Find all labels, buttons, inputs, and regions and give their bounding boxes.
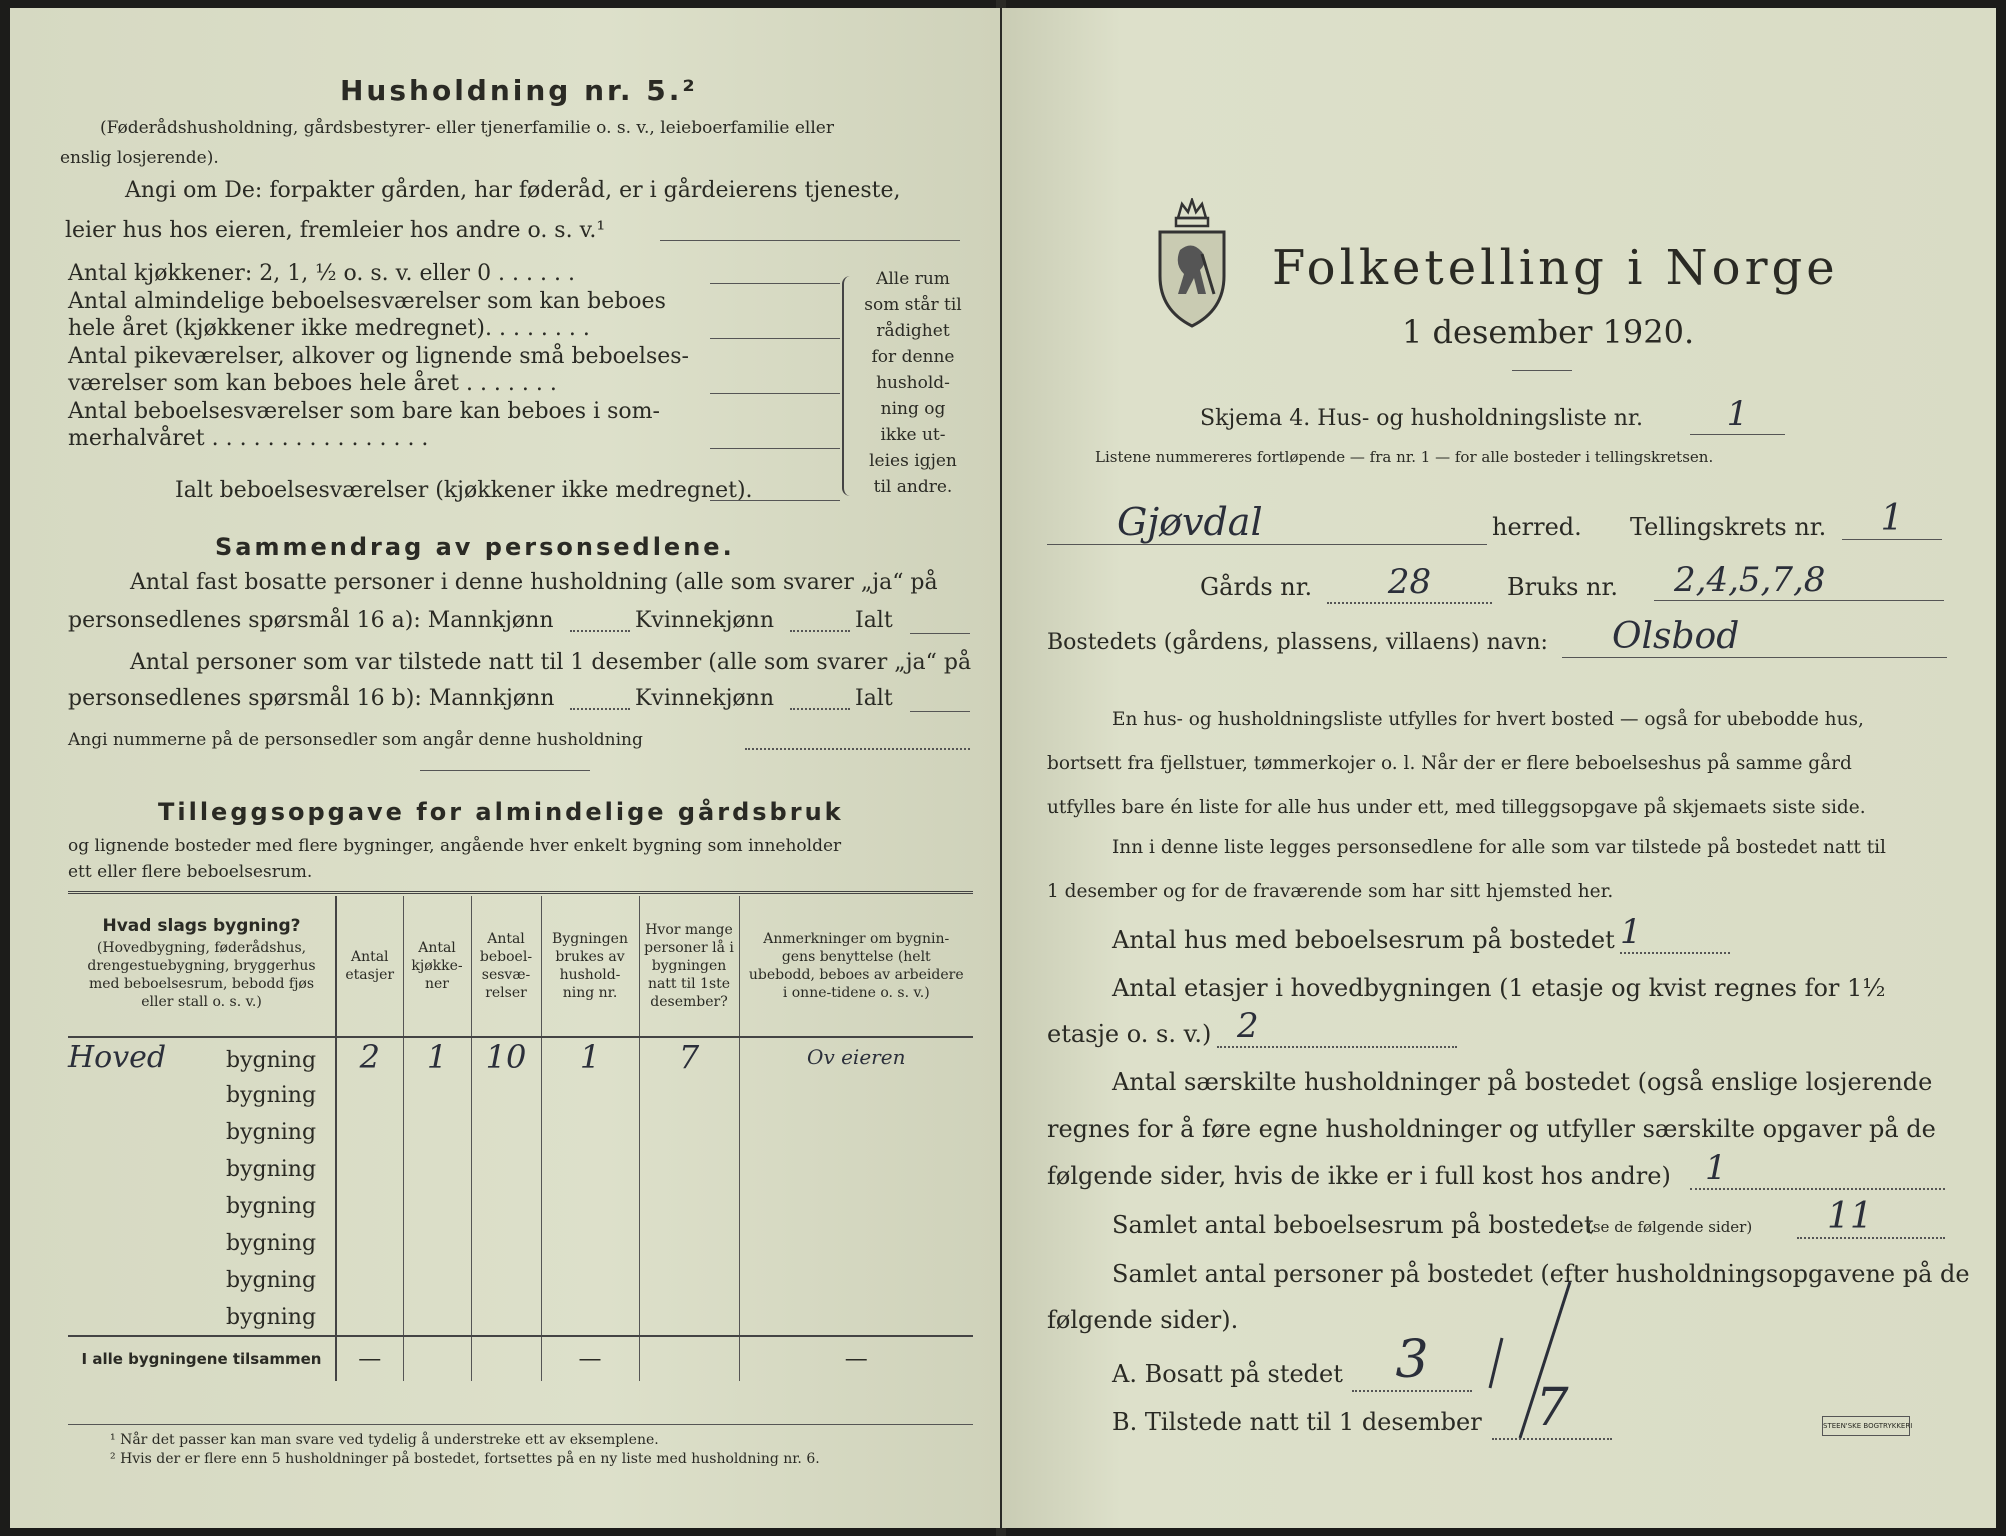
total-persons bbox=[639, 1336, 739, 1381]
total-remarks: — bbox=[739, 1336, 973, 1381]
ask-answer-line[interactable] bbox=[660, 240, 960, 241]
table-header-row bbox=[68, 896, 973, 1037]
col-building-type bbox=[68, 896, 336, 1037]
listing-note: Listene nummereres fortløpende — fra nr. 1 — for alle bosteder i tellingskretsen. bbox=[1095, 448, 1714, 466]
building-type-cell[interactable] bbox=[68, 1187, 336, 1224]
cell-rooms[interactable]: 10 bbox=[471, 1037, 541, 1076]
q-households-2: regnes for å føre egne husholdninger og utfyller særskilte opgaver på de bbox=[1047, 1115, 1936, 1143]
bracket-note-line: Alle rum bbox=[876, 269, 950, 289]
col-rooms-label: Antal beboel-sesvæ-relser bbox=[479, 931, 533, 1001]
cell-kitchens[interactable] bbox=[403, 1298, 471, 1336]
krets-label: Tellingskrets nr. bbox=[1630, 513, 1827, 541]
supplement-title: Tilleggsopgave for almindelige gårdsbruk bbox=[158, 798, 844, 826]
cell-kitchens[interactable] bbox=[403, 1076, 471, 1113]
cell-remarks[interactable]: Ov eieren bbox=[739, 1037, 973, 1076]
cell-household[interactable]: 1 bbox=[541, 1037, 639, 1076]
table-row bbox=[68, 1037, 973, 1076]
building-prefix: Hoved bbox=[68, 1039, 167, 1075]
fast-female-answer[interactable] bbox=[790, 630, 850, 632]
col-rooms bbox=[471, 896, 541, 1037]
col-remarks bbox=[739, 896, 973, 1037]
summer-rooms-answer[interactable] bbox=[710, 448, 840, 449]
cell-rooms[interactable] bbox=[471, 1150, 541, 1187]
building-type-cell[interactable] bbox=[68, 1298, 336, 1336]
cell-household[interactable] bbox=[541, 1113, 639, 1150]
table-top-rule bbox=[68, 891, 973, 894]
table-row bbox=[68, 1261, 973, 1298]
instruction-line: En hus- og husholdningsliste utfylles for hvert bosted — også for ubebodde hus, bbox=[1112, 709, 1864, 730]
krets-value[interactable]: 1 bbox=[1842, 498, 1942, 540]
cell-remarks[interactable] bbox=[739, 1224, 973, 1261]
footnote-1: ¹ Når det passer kan man svare ved tydelig å understreke ett av eksemplene. bbox=[110, 1432, 659, 1448]
bracket-note-line: rådighet bbox=[876, 321, 950, 341]
cell-remarks[interactable] bbox=[739, 1261, 973, 1298]
cell-remarks[interactable] bbox=[739, 1187, 973, 1224]
bracket-note-line: ikke ut- bbox=[880, 425, 946, 445]
q-houses: Antal hus med beboelsesrum på bostedet bbox=[1112, 926, 1615, 954]
printer-stamp: STEEN'SKE BOGTRYKKERI bbox=[1822, 1416, 1910, 1436]
instruction-line: Inn i denne liste legges personsedlene for alle som var tilstede på bostedet natt til bbox=[1112, 837, 1886, 858]
supplement-line-2: ett eller flere beboelsesrum. bbox=[68, 862, 313, 882]
building-label: bygning bbox=[226, 1119, 317, 1145]
q-households-3: følgende sider, hvis de ikke er i full kost hos andre) bbox=[1047, 1162, 1671, 1190]
building-type-cell[interactable] bbox=[68, 1076, 336, 1113]
census-date: 1 desember 1920. bbox=[1402, 313, 1695, 351]
table-row bbox=[68, 1150, 973, 1187]
divider bbox=[420, 770, 590, 771]
present-total-answer[interactable] bbox=[910, 711, 970, 712]
rooms-line: Antal pikeværelser, alkover og lignende små beboelses- bbox=[68, 343, 689, 369]
total-label: I alle bygningene tilsammen bbox=[68, 1336, 336, 1381]
summary-2b: personsedlenes spørsmål 16 b): Mannkjønn bbox=[68, 686, 555, 711]
census-title: Folketelling i Norge bbox=[1272, 240, 1839, 296]
herred-label: herred. bbox=[1492, 513, 1582, 541]
rooms-line: Antal beboelsesværelser som bare kan beboes i som- bbox=[68, 398, 660, 424]
fast-total-answer[interactable] bbox=[910, 633, 970, 634]
q-households-1: Antal særskilte husholdninger på bostedet (også enslige losjerende bbox=[1112, 1068, 1933, 1096]
ordinary-rooms-answer[interactable] bbox=[710, 338, 840, 339]
cell-remarks[interactable] bbox=[739, 1298, 973, 1336]
cell-kitchens[interactable] bbox=[403, 1150, 471, 1187]
table-row bbox=[68, 1298, 973, 1336]
q-present-label: B. Tilstede natt til 1 desember bbox=[1112, 1408, 1482, 1436]
cell-persons[interactable] bbox=[639, 1261, 739, 1298]
q-houses-value[interactable]: 1 bbox=[1620, 912, 1730, 954]
total-household: — bbox=[541, 1336, 639, 1381]
bracket-note-line: hushold- bbox=[876, 373, 950, 393]
norway-coat-of-arms-icon bbox=[1152, 198, 1232, 333]
cell-kitchens[interactable]: 1 bbox=[403, 1037, 471, 1076]
bruks-value[interactable]: 2,4,5,7,8 bbox=[1654, 560, 1944, 601]
building-label: bygning bbox=[226, 1230, 317, 1256]
cell-floors[interactable] bbox=[336, 1113, 403, 1150]
q-rooms-note: (se de følgende sider) bbox=[1587, 1218, 1753, 1236]
table-row bbox=[68, 1113, 973, 1150]
col-remarks-label: Anmerkninger om bygnin-gens benyttelse (helt ubebodd, beboes av arbeidere i onne-tidene o. s. v.) bbox=[748, 931, 964, 1001]
col-kitchens-label: Antal kjøkke-ner bbox=[411, 940, 463, 992]
table-row bbox=[68, 1224, 973, 1261]
cell-rooms[interactable] bbox=[471, 1187, 541, 1224]
rooms-total-answer[interactable] bbox=[710, 500, 840, 501]
total-floors: — bbox=[336, 1336, 403, 1381]
left-page bbox=[10, 8, 1000, 1528]
cell-rooms[interactable] bbox=[471, 1261, 541, 1298]
cell-household[interactable] bbox=[541, 1261, 639, 1298]
cell-persons[interactable] bbox=[639, 1187, 739, 1224]
table-row bbox=[68, 1076, 973, 1113]
q-floors-1: Antal etasjer i hovedbygningen (1 etasje og kvist regnes for 1½ bbox=[1112, 974, 1886, 1002]
cell-household[interactable] bbox=[541, 1298, 639, 1336]
cell-floors[interactable] bbox=[336, 1261, 403, 1298]
intro-line-1: (Føderådshusholdning, gårdsbestyrer- eller tjenerfamilie o. s. v., leieboerfamilie eller bbox=[100, 118, 834, 138]
summary-1a: Antal fast bosatte personer i denne husholdning (alle som svarer „ja“ på bbox=[130, 570, 938, 595]
q-present-value[interactable]: 7 bbox=[1492, 1378, 1612, 1440]
building-label: bygning bbox=[226, 1267, 317, 1293]
kitchens-answer[interactable] bbox=[710, 283, 840, 284]
numbers-answer[interactable] bbox=[745, 748, 970, 750]
footnote-rule bbox=[68, 1424, 973, 1425]
cell-persons[interactable]: 7 bbox=[639, 1037, 739, 1076]
right-page bbox=[1002, 8, 1996, 1528]
bosted-label: Bostedets (gårdens, plassens, villaens) navn: bbox=[1047, 630, 1548, 655]
herred-value[interactable]: Gjøvdal bbox=[1047, 500, 1487, 545]
cell-kitchens[interactable] bbox=[403, 1224, 471, 1261]
q-floors-2: etasje o. s. v.) bbox=[1047, 1020, 1212, 1048]
instruction-line: bortsett fra fjellstuer, tømmerkojer o. l. Når der er flere beboelseshus på samme gård bbox=[1047, 753, 1852, 774]
q-resident-label: A. Bosatt på stedet bbox=[1112, 1360, 1343, 1388]
bracket-note-line: for denne bbox=[871, 347, 955, 367]
bruks-label: Bruks nr. bbox=[1507, 573, 1618, 601]
col-kitchens bbox=[403, 896, 471, 1037]
cell-rooms[interactable] bbox=[471, 1224, 541, 1261]
rooms-line: Antal almindelige beboelsesværelser som kan beboes bbox=[68, 288, 666, 314]
cell-persons[interactable] bbox=[639, 1076, 739, 1113]
building-type-cell[interactable] bbox=[68, 1037, 336, 1076]
cell-remarks[interactable] bbox=[739, 1113, 973, 1150]
q-persons-2: følgende sider). bbox=[1047, 1306, 1239, 1334]
cell-persons[interactable] bbox=[639, 1298, 739, 1336]
table-total-row bbox=[68, 1336, 973, 1381]
cell-household[interactable] bbox=[541, 1150, 639, 1187]
summary-title: Sammendrag av personsedlene. bbox=[215, 533, 735, 561]
footnote-2: ² Hvis der er flere enn 5 husholdninger på bostedet, fortsettes på en ny liste med husholdning nr. 6. bbox=[110, 1451, 820, 1467]
building-type-cell[interactable] bbox=[68, 1224, 336, 1261]
col-building-type-title: Hvad slags bygning? bbox=[102, 916, 301, 936]
col-persons-label: Hvor mange personer lå i bygningen natt til 1ste desember? bbox=[644, 922, 734, 1010]
q-floors-value[interactable]: 2 bbox=[1217, 1006, 1457, 1048]
cell-household[interactable] bbox=[541, 1187, 639, 1224]
q-persons-1: Samlet antal personer på bostedet (efter husholdningsopgavene på de bbox=[1112, 1260, 1970, 1288]
small-rooms-answer[interactable] bbox=[710, 393, 840, 394]
bracket-note-line: leies igjen bbox=[869, 451, 957, 471]
q-rooms: Samlet antal beboelsesrum på bostedet bbox=[1112, 1211, 1594, 1239]
present-total-label: Ialt bbox=[855, 686, 893, 711]
bracket-note-line: ning og bbox=[880, 399, 946, 419]
instruction-line: utfylles bare én liste for alle hus under ett, med tilleggsopgave på skjemaets siste side. bbox=[1047, 797, 1866, 818]
rooms-block bbox=[68, 260, 689, 453]
cell-floors[interactable]: 2 bbox=[336, 1037, 403, 1076]
cell-rooms[interactable] bbox=[471, 1076, 541, 1113]
bracket-note-line: som står til bbox=[864, 295, 962, 315]
ask-line-1: Angi om De: forpakter gården, har føderåd, er i gårdeierens tjeneste, bbox=[125, 178, 901, 203]
rooms-bracket bbox=[842, 276, 852, 496]
building-type-cell[interactable] bbox=[68, 1150, 336, 1187]
rooms-line: merhalvåret . . . . . . . . . . . . . . . . bbox=[68, 426, 429, 451]
household-title: Husholdning nr. 5.² bbox=[340, 74, 698, 107]
fast-female-label: Kvinnekjønn bbox=[635, 608, 774, 633]
cell-kitchens[interactable] bbox=[403, 1187, 471, 1224]
summary-1b: personsedlenes spørsmål 16 a): Mannkjønn bbox=[68, 608, 554, 633]
numbers-line: Angi nummerne på de personsedler som angår denne husholdning bbox=[68, 730, 643, 750]
rooms-line: hele året (kjøkkener ikke medregnet). . . . . . . . bbox=[68, 316, 590, 341]
cell-household[interactable] bbox=[541, 1076, 639, 1113]
col-floors-label: Antal etasjer bbox=[345, 949, 395, 983]
building-table bbox=[68, 896, 973, 1381]
cell-floors[interactable] bbox=[336, 1076, 403, 1113]
present-female-answer[interactable] bbox=[790, 708, 850, 710]
handwritten-strokes bbox=[1442, 1278, 1582, 1448]
summary-2a: Antal personer som var tilstede natt til 1 desember (alle som svarer „ja“ på bbox=[130, 650, 972, 675]
fast-male-answer[interactable] bbox=[570, 630, 630, 632]
schema-label: Skjema 4. Hus- og husholdningsliste nr. bbox=[1200, 406, 1643, 431]
cell-persons[interactable] bbox=[639, 1224, 739, 1261]
q-households-value[interactable]: 1 bbox=[1690, 1148, 1945, 1190]
gards-value[interactable]: 28 bbox=[1327, 562, 1492, 604]
intro-line-2: enslig losjerende). bbox=[60, 148, 219, 168]
cell-remarks[interactable] bbox=[739, 1076, 973, 1113]
col-household-label: Bygningen brukes av hushold-ning nr. bbox=[552, 931, 628, 1001]
cell-remarks[interactable] bbox=[739, 1150, 973, 1187]
instructions-2 bbox=[1047, 826, 1886, 914]
building-type-cell[interactable] bbox=[68, 1261, 336, 1298]
building-label: bygning bbox=[226, 1082, 317, 1108]
col-household bbox=[541, 896, 639, 1037]
gards-label: Gårds nr. bbox=[1200, 573, 1313, 601]
bracket-note-line: til andre. bbox=[873, 477, 953, 497]
building-label: bygning bbox=[226, 1193, 317, 1219]
total-kitchens bbox=[403, 1336, 471, 1381]
cell-floors[interactable] bbox=[336, 1298, 403, 1336]
present-male-answer[interactable] bbox=[570, 708, 630, 710]
cell-floors[interactable] bbox=[336, 1150, 403, 1187]
building-type-cell[interactable] bbox=[68, 1113, 336, 1150]
supplement-line-1: og lignende bosteder med flere bygninger, angående hver enkelt bygning som inneholder bbox=[68, 836, 842, 856]
cell-rooms[interactable] bbox=[471, 1298, 541, 1336]
building-label: bygning bbox=[226, 1047, 317, 1073]
cell-persons[interactable] bbox=[639, 1113, 739, 1150]
cell-persons[interactable] bbox=[639, 1150, 739, 1187]
rooms-total-label: Ialt beboelsesværelser (kjøkkener ikke medregnet). bbox=[175, 478, 753, 503]
cell-rooms[interactable] bbox=[471, 1113, 541, 1150]
total-rooms bbox=[471, 1336, 541, 1381]
q-rooms-value[interactable]: 11 bbox=[1797, 1196, 1945, 1239]
q-resident-value[interactable]: 3 bbox=[1352, 1330, 1472, 1392]
bracket-note bbox=[858, 266, 968, 500]
rooms-line: Antal kjøkkener: 2, 1, ½ o. s. v. eller 0 . . . . . . bbox=[68, 261, 575, 286]
bosted-value[interactable]: Olsbod bbox=[1562, 616, 1947, 658]
cell-kitchens[interactable] bbox=[403, 1113, 471, 1150]
cell-floors[interactable] bbox=[336, 1224, 403, 1261]
ask-line-2: leier hus hos eieren, fremleier hos andre o. s. v.¹ bbox=[65, 218, 606, 243]
col-building-type-sub: (Hovedbygning, føderådshus, drengestuebygning, bryggerhus med beboelsesrum, bebodd fjøs eller stall o. s. v.) bbox=[87, 940, 316, 1010]
instruction-line: 1 desember og for de fraværende som har sitt hjemsted her. bbox=[1047, 881, 1614, 902]
building-label: bygning bbox=[226, 1156, 317, 1182]
col-floors bbox=[336, 896, 403, 1037]
cell-kitchens[interactable] bbox=[403, 1261, 471, 1298]
cell-household[interactable] bbox=[541, 1224, 639, 1261]
instructions-1 bbox=[1047, 698, 1866, 830]
present-female-label: Kvinnekjønn bbox=[635, 686, 774, 711]
cell-floors[interactable] bbox=[336, 1187, 403, 1224]
schema-number[interactable]: 1 bbox=[1690, 394, 1785, 435]
building-label: bygning bbox=[226, 1304, 317, 1330]
fast-total-label: Ialt bbox=[855, 608, 893, 633]
title-divider bbox=[1512, 370, 1572, 371]
rooms-line: værelser som kan beboes hele året . . . . . . . bbox=[68, 371, 557, 396]
table-row bbox=[68, 1187, 973, 1224]
col-persons bbox=[639, 896, 739, 1037]
